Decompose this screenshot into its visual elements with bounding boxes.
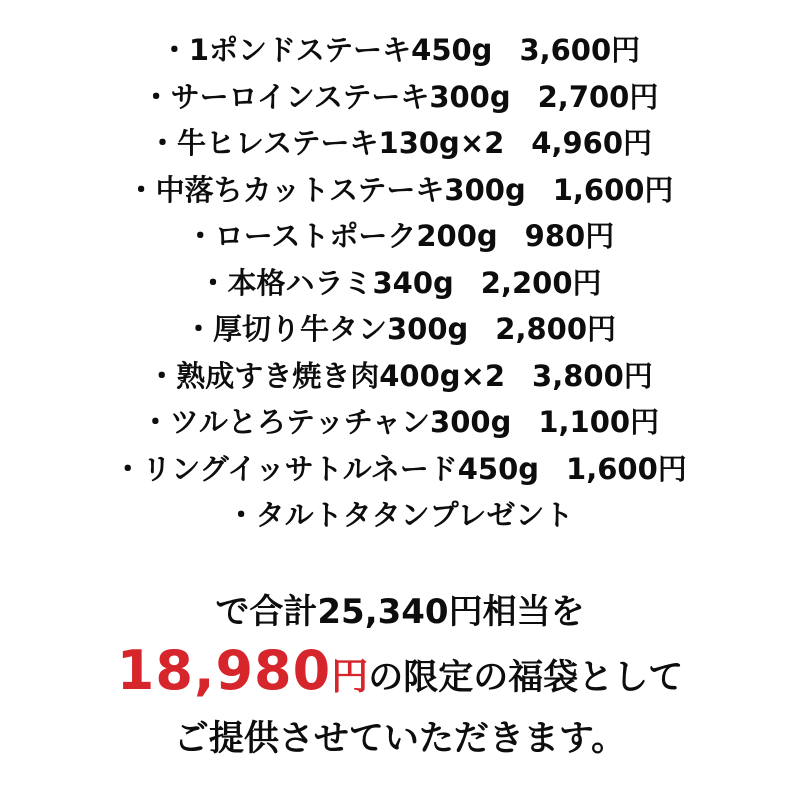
item-price: 1,600円 — [566, 451, 687, 486]
list-item — [0, 399, 800, 446]
item-name: ・サーロインステーキ300g — [141, 79, 511, 114]
item-name: ・中落ちカットステーキ300g — [126, 172, 526, 207]
summary-offer-text: の限定の福袋として — [368, 657, 684, 698]
list-item — [0, 27, 800, 74]
item-name: ・厚切り牛タン300g — [183, 312, 469, 346]
item-name: ・本格ハラミ340g — [198, 265, 454, 300]
item-price: 4,960円 — [531, 126, 653, 160]
list-item — [0, 260, 800, 307]
item-name: ・タルトタタンプレゼント — [226, 498, 574, 532]
summary-closing-line: ご提供させていただきます。 — [173, 718, 627, 759]
list-item — [0, 492, 800, 539]
summary-block — [0, 585, 800, 768]
list-item — [0, 167, 800, 214]
sale-price: 18,980 — [116, 638, 332, 702]
item-price: 1,100円 — [538, 405, 660, 439]
item-price: 3,800円 — [532, 358, 653, 393]
list-item — [0, 353, 800, 400]
item-price: 2,200円 — [480, 265, 602, 300]
item-price: 1,600円 — [552, 172, 674, 207]
sale-price-unit: 円 — [331, 654, 369, 698]
summary-total-line: で合計25,340円相当を — [215, 591, 585, 632]
list-item — [0, 74, 800, 121]
item-name: ・リングイッサトルネード450g — [113, 451, 540, 486]
list-item — [0, 306, 800, 353]
item-price: 2,800円 — [495, 312, 617, 346]
item-price: 3,600円 — [519, 33, 641, 67]
item-price: 2,700円 — [537, 79, 659, 114]
item-name: ・1ポンドステーキ450g — [159, 33, 493, 67]
item-name: ・熟成すき焼き肉400g×2 — [147, 358, 506, 393]
list-item — [0, 213, 800, 260]
list-item — [0, 446, 800, 493]
item-price: 980円 — [524, 219, 615, 253]
summary-price-line — [0, 639, 800, 710]
list-item — [0, 120, 800, 167]
item-name: ・ツルとろテッチャン300g — [140, 405, 512, 439]
item-name: ・牛ヒレステーキ130g×2 — [147, 126, 505, 160]
product-list — [0, 27, 800, 539]
item-name: ・ローストポーク200g — [185, 219, 498, 253]
